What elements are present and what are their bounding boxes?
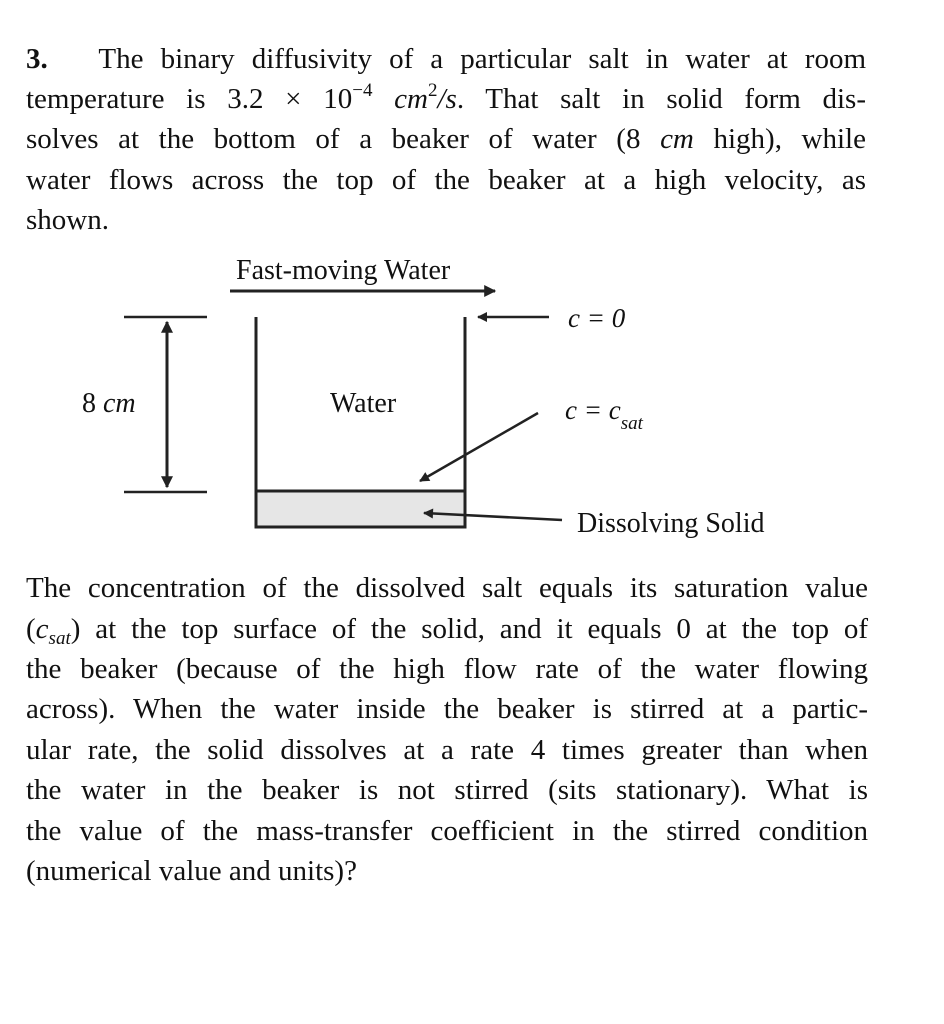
text-line: across). When the water inside the beaker is stirred at a partic- bbox=[26, 693, 868, 725]
text-line: the water in the beaker is not stirred (sits stationary). What is bbox=[26, 774, 868, 806]
text-line: water flows across the top of the beaker at a high velocity, as bbox=[26, 164, 866, 196]
text-line: temperature is $3.2 \times 10^{-4}$ $cm^2/s$. That salt in solid form dis- bbox=[26, 80, 866, 115]
saturation-label: $c = c_{sat}$ bbox=[565, 395, 643, 434]
solid-label: Dissolving Solid bbox=[577, 508, 765, 539]
text-line: The concentration of the dissolved salt equals its saturation value bbox=[26, 572, 868, 604]
text-line: $(c_{sat})$ at the top surface of the solid, and it equals 0 at the top of bbox=[26, 613, 868, 649]
text-line: solves at the bottom of a beaker of water (8 cm high), while bbox=[26, 123, 866, 155]
text-line: (numerical value and units)? bbox=[26, 855, 357, 887]
height-label: 8 cm bbox=[82, 388, 136, 419]
dissolving-solid bbox=[256, 491, 465, 527]
flow-label: Fast-moving Water bbox=[236, 255, 451, 286]
text-line: the value of the mass-transfer coefficient in the stirred condition bbox=[26, 815, 868, 847]
problem-number: 3. bbox=[26, 43, 48, 75]
top-concentration-label: c = 0 bbox=[568, 303, 626, 333]
saturation-arrow bbox=[420, 413, 538, 481]
text-line: shown. bbox=[26, 204, 109, 236]
water-label: Water bbox=[330, 388, 397, 419]
text-line: the beaker (because of the high flow rate of the water flowing bbox=[26, 653, 868, 685]
text-line: ular rate, the solid dissolves at a rate 4 times greater than when bbox=[26, 734, 868, 766]
text-line: 3. The binary diffusivity of a particular salt in water at room bbox=[26, 43, 867, 75]
